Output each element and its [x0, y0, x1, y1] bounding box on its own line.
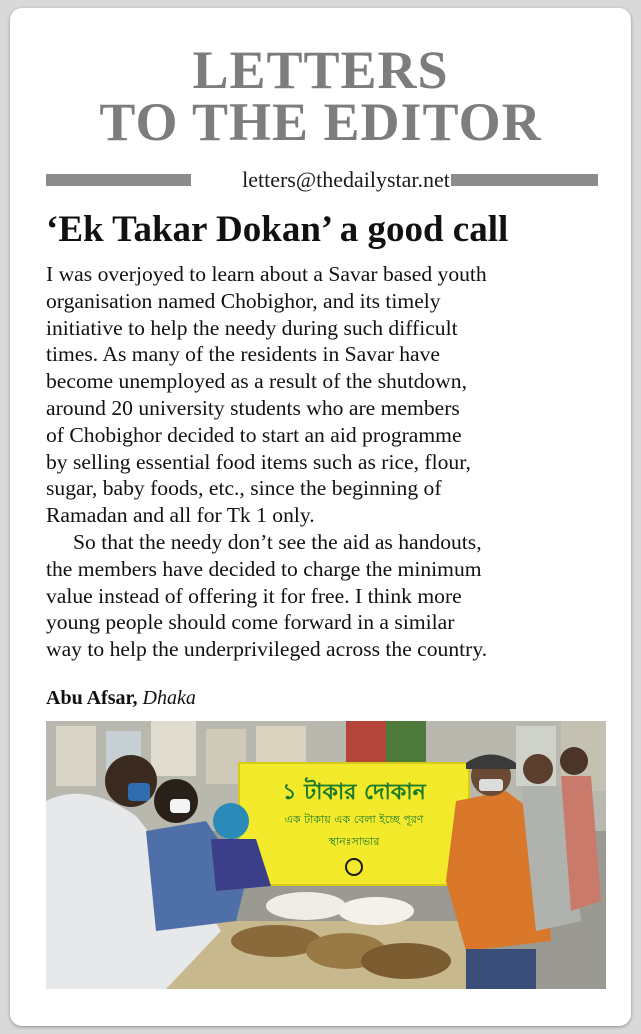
- masthead: [10, 40, 631, 152]
- author-location: Dhaka: [142, 687, 196, 709]
- banner-title: ১ টাকার দোকান: [282, 780, 426, 805]
- body-line: value instead of offering it for free. I think more: [46, 583, 462, 608]
- body-line: organisation named Chobighor, and its timely: [46, 288, 441, 313]
- body-line: initiative to help the needy during such difficult: [46, 315, 458, 340]
- body-line: I was overjoyed to learn about a Savar based youth: [46, 262, 487, 286]
- letter-body: [46, 261, 612, 663]
- email-rule-row: [46, 168, 598, 194]
- letter-headline: ‘Ek Takar Dokan’ a good call: [46, 209, 509, 250]
- masthead-line1: LETTERS: [192, 40, 449, 100]
- body-line: of Chobighor decided to start an aid programme: [46, 422, 462, 447]
- body-line: young people should come forward in a similar: [46, 610, 455, 635]
- body-line: So that the needy don’t see the aid as handouts,: [73, 529, 482, 554]
- body-line: way to help the underprivileged across the country.: [46, 637, 488, 662]
- masthead-line2: TO THE EDITOR: [99, 92, 542, 152]
- news-photo: [46, 721, 606, 989]
- body-line: times. As many of the residents in Savar have: [46, 342, 441, 367]
- body-line: the members have decided to charge the minimum: [46, 556, 482, 581]
- body-line: sugar, baby foods, etc., since the beginning of: [46, 476, 442, 501]
- photo-illustration: [46, 721, 606, 989]
- body-line: around 20 university students who are members: [46, 395, 460, 420]
- banner-place: স্থানঃসাভার: [328, 835, 380, 848]
- banner-subtitle: এক টাকায় এক বেলা ইচ্ছে পূরণ: [284, 813, 424, 826]
- body-line: by selling essential food items such as rice, flour,: [46, 449, 471, 474]
- body-line: Ramadan and all for Tk 1 only.: [46, 503, 315, 528]
- signature: [46, 685, 196, 711]
- body-line: become unemployed as a result of the shutdown,: [46, 369, 467, 394]
- letters-card: [10, 8, 631, 1026]
- rule-right: [451, 174, 598, 186]
- email-address[interactable]: letters@thedailystar.net: [242, 167, 450, 192]
- rule-left: [46, 174, 191, 186]
- author-name: Abu Afsar,: [46, 687, 138, 709]
